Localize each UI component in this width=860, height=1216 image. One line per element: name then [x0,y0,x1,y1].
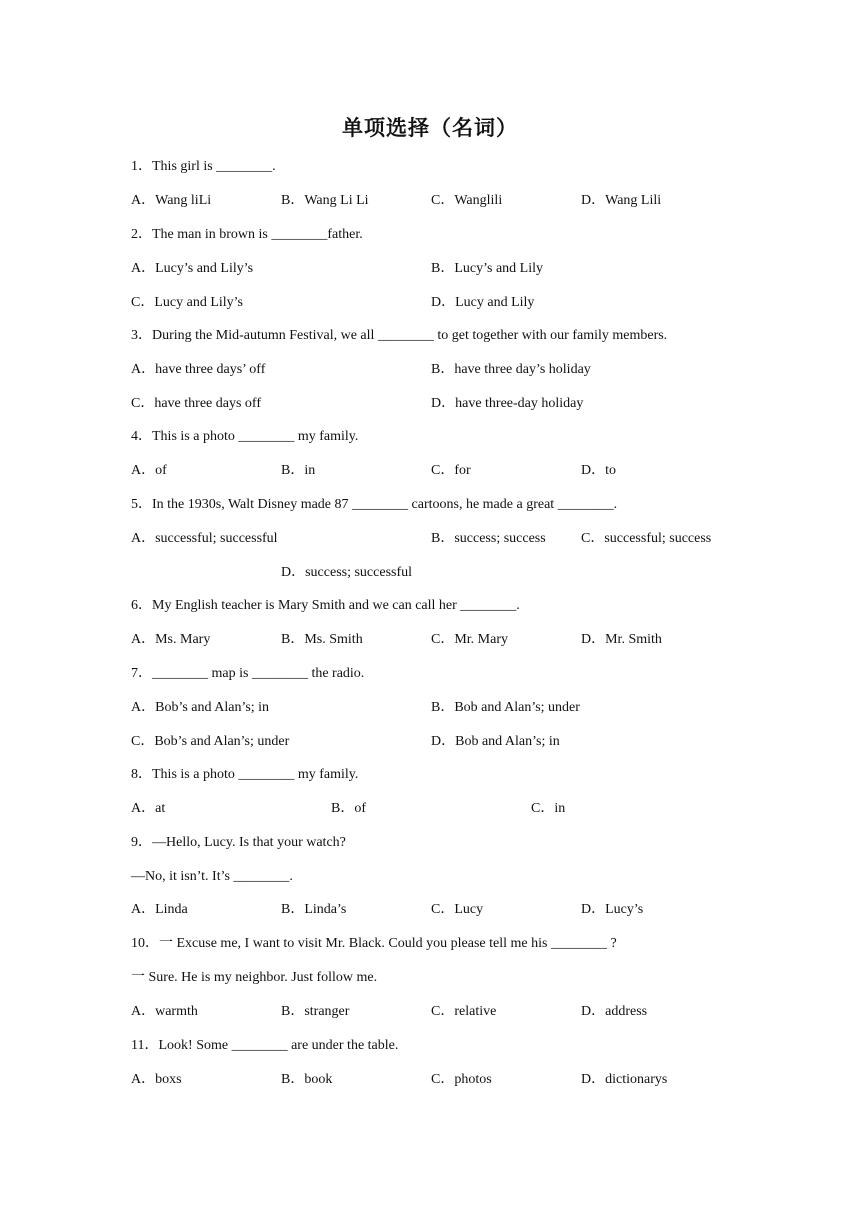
question-6-option-c: C．Mr. Mary [431,632,508,647]
question-9-stem: 9．—Hello, Lucy. Is that your watch? [131,835,346,850]
question-9-stem-reply: —No, it isn’t. It’s ________. [131,869,293,884]
question-2-option-b: B．Lucy’s and Lily [431,261,543,276]
question-10-option-c: C．relative [431,1004,497,1019]
question-6-stem: 6．My English teacher is Mary Smith and we can call her ________. [131,598,520,613]
question-7-option-c: C．Bob’s and Alan’s; under [131,734,290,749]
question-8-option-b: B．of [331,801,366,816]
question-4-stem: 4．This is a photo ________ my family. [131,429,359,444]
question-5-option-b: B．success; success [431,531,546,546]
question-3-option-b: B．have three day’s holiday [431,362,591,377]
question-7-option-d: D．Bob and Alan’s; in [431,734,560,749]
question-7-stem: 7．________ map is ________ the radio. [131,666,365,681]
question-1-option-c: C．Wanglili [431,193,503,208]
question-10-stem-reply: 一 Sure. He is my neighbor. Just follow me. [131,970,378,985]
question-11-option-a: A．boxs [131,1072,182,1087]
question-1-option-b: B．Wang Li Li [281,193,369,208]
question-5-stem: 5．In the 1930s, Walt Disney made 87 ________ cartoons, he made a great ________. [131,497,618,512]
question-10-option-d: D．address [581,1004,648,1019]
question-9-option-c: C．Lucy [431,902,484,917]
question-2-option-a: A．Lucy’s and Lily’s [131,261,254,276]
question-1-stem: 1．This girl is ________. [131,159,276,174]
question-4-option-c: C．for [431,463,471,478]
question-11-stem: 11．Look! Some ________ are under the table. [131,1038,399,1053]
question-8-option-c: C．in [531,801,566,816]
question-5-option-c: C．successful; success [581,531,712,546]
question-1-option-d: D．Wang Lili [581,193,662,208]
question-3-option-a: A．have three days’ off [131,362,266,377]
question-3-option-c: C．have three days off [131,396,261,411]
question-6-option-d: D．Mr. Smith [581,632,662,647]
question-2-option-d: D．Lucy and Lily [431,295,535,310]
question-11-option-c: C．photos [431,1072,492,1087]
question-3-stem: 3．During the Mid-autumn Festival, we all ________ to get together with our family members. [131,328,668,343]
question-7-option-b: B．Bob and Alan’s; under [431,700,580,715]
question-1-option-a: A．Wang liLi [131,193,212,208]
question-11-option-d: D．dictionarys [581,1072,668,1087]
question-7-option-a: A．Bob’s and Alan’s; in [131,700,270,715]
question-10-stem: 10．一 Excuse me, I want to visit Mr. Black. Could you please tell me his ________ ? [131,936,617,951]
question-5-option-a: A．successful; successful [131,531,278,546]
question-6-option-a: A．Ms. Mary [131,632,211,647]
question-11-option-b: B．book [281,1072,333,1087]
question-8-option-a: A．at [131,801,166,816]
question-10-option-b: B．stranger [281,1004,350,1019]
question-9-option-b: B．Linda’s [281,902,347,917]
question-5-option-d: D．success; successful [281,565,413,580]
question-10-option-a: A．warmth [131,1004,198,1019]
page-title: 单项选择（名词） [342,116,518,140]
question-4-option-d: D．to [581,463,616,478]
question-2-stem: 2．The man in brown is ________father. [131,227,363,242]
question-2-option-c: C．Lucy and Lily’s [131,295,243,310]
question-9-option-a: A．Linda [131,902,188,917]
question-8-stem: 8．This is a photo ________ my family. [131,767,359,782]
question-9-option-d: D．Lucy’s [581,902,644,917]
question-4-option-a: A．of [131,463,167,478]
question-4-option-b: B．in [281,463,316,478]
question-3-option-d: D．have three-day holiday [431,396,584,411]
question-6-option-b: B．Ms. Smith [281,632,363,647]
